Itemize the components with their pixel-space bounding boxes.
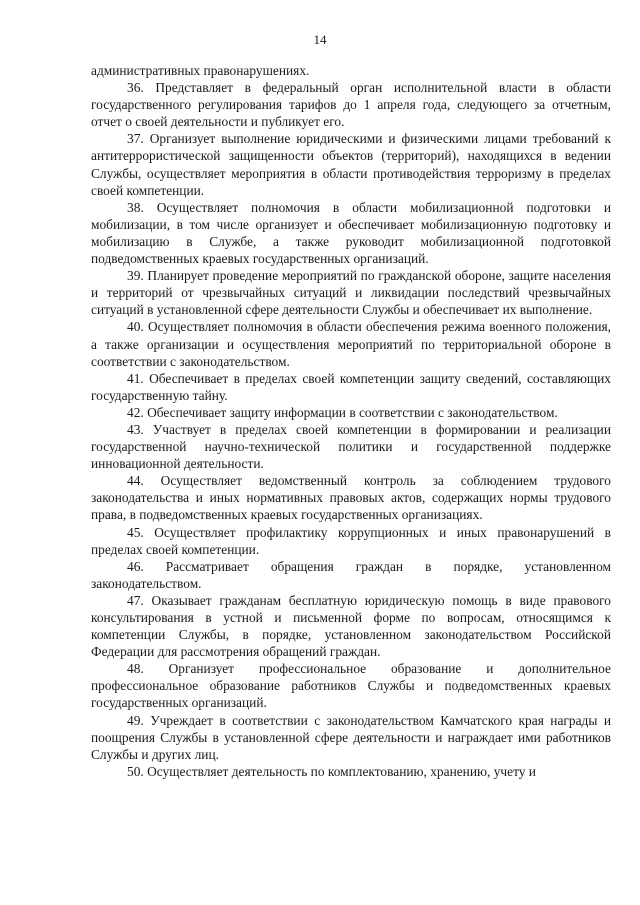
paragraph-item-48: 48. Организует профессиональное образование и дополнительное профессиональное образование работников Службы и подведомственных краевых государственных организаций. bbox=[91, 661, 611, 711]
paragraph-item-36: 36. Представляет в федеральный орган исполнительной власти в области государственного регулирования тарифов до 1 апреля года, следующего за отчетным, отчет о своей деятельности и публикует его. bbox=[91, 80, 611, 130]
paragraph-item-37: 37. Организует выполнение юридическими и физическими лицами требований к антитеррористической защищенности объектов (территорий), находящихся в ведении Службы, осуществляет мероприятия в области противодействия терроризму в пределах своей компетенции. bbox=[91, 131, 611, 198]
paragraph-item-38: 38. Осуществляет полномочия в области мобилизационной подготовки и мобилизации, в том числе организует и обеспечивает мобилизационную подготовку и мобилизацию в Службе, а также руководит мобилизационной подготовкой подведомственных краевых государственных организаций. bbox=[91, 199, 611, 267]
document-body bbox=[91, 62, 611, 780]
paragraph-continuation: административных правонарушениях. bbox=[91, 63, 310, 78]
paragraph-item-44: 44. Осуществляет ведомственный контроль за соблюдением трудового законодательства и иных нормативных правовых актов, содержащих нормы трудового права, в подведомственных краевых государственных организациях. bbox=[91, 473, 611, 523]
paragraph-item-46: 46. Рассматривает обращения граждан в порядке, установленном законодательством. bbox=[91, 558, 611, 591]
paragraph-item-40: 40. Осуществляет полномочия в области обеспечения режима военного положения, а также организации и осуществления мероприятий по территориальной обороне в соответствии с законодательством. bbox=[91, 319, 611, 369]
paragraph-item-45: 45. Осуществляет профилактику коррупционных и иных правонарушений в пределах своей компетенции. bbox=[91, 524, 611, 557]
page-number: 14 bbox=[313, 32, 327, 47]
paragraph-item-43: 43. Участвует в пределах своей компетенции в формировании и реализации государственной научно-технической политики и государственной поддержке инновационной деятельности. bbox=[91, 421, 611, 472]
paragraph-item-39: 39. Планирует проведение мероприятий по гражданской обороне, защите населения и территорий от чрезвычайных ситуаций и ликвидации последствий чрезвычайных ситуаций в установленной сфере деятельности Службы и обеспечивает их выполнение. bbox=[91, 268, 611, 318]
paragraph-item-41: 41. Обеспечивает в пределах своей компетенции защиту сведений, составляющих государственную тайну. bbox=[91, 370, 611, 403]
paragraph-item-49: 49. Учреждает в соответствии с законодательством Камчатского края награды и поощрения Службы в установленной сфере деятельности и награждает ими работников Службы и других лиц. bbox=[91, 712, 611, 762]
paragraph-item-47: 47. Оказывает гражданам бесплатную юридическую помощь в виде правового консультирования в устной и письменной форме по вопросам, относящимся к компетенции Службы, в порядке, установленном законодательством Российской Федерации для рассмотрения обращений граждан. bbox=[91, 592, 611, 660]
paragraph-item-42: 42. Обеспечивает защиту информации в соответствии с законодательством. bbox=[127, 404, 558, 420]
paragraph-item-50: 50. Осуществляет деятельность по комплектованию, хранению, учету и bbox=[127, 763, 536, 779]
